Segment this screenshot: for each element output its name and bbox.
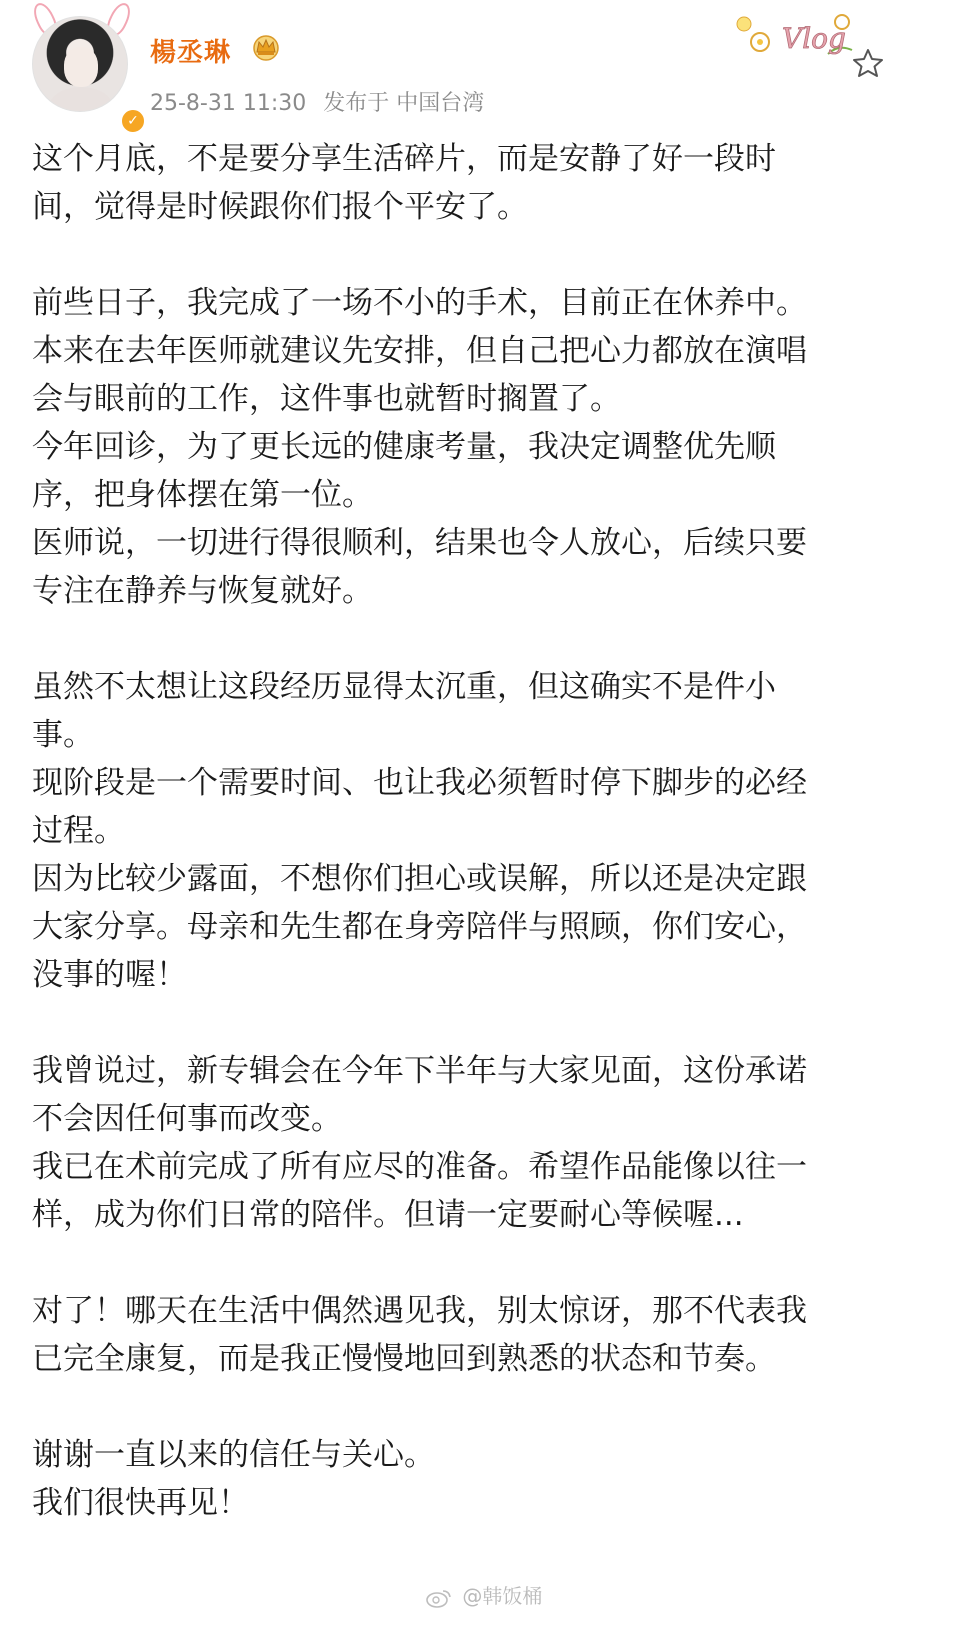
- post-text-line: 虽然不太想让这段经历显得太沉重，但这确实不是件小: [32, 669, 776, 705]
- post-text-line: 前些日子，我完成了一场不小的手术，目前正在休养中。: [32, 285, 807, 321]
- post-text-line: 这个月底，不是要分享生活碎片，而是安静了好一段时: [32, 141, 776, 177]
- post-text-line: 没事的喔！: [32, 957, 187, 993]
- vlog-sticker-text: Vlog: [782, 22, 846, 55]
- avatar[interactable]: [32, 16, 139, 129]
- post-text-line: 会与眼前的工作，这件事也就暂时搁置了。: [32, 381, 621, 417]
- post-paragraph: [32, 135, 932, 231]
- crown-icon[interactable]: [249, 32, 283, 62]
- post-meta: [150, 86, 494, 117]
- post-text-line: 本来在去年医师就建议先安排，但自己把心力都放在演唱: [32, 333, 807, 369]
- post-header: [0, 0, 960, 130]
- post-text-line: 序，把身体摆在第一位。: [32, 477, 373, 513]
- post-text-line: 今年回诊，为了更长远的健康考量，我决定调整优先顺: [32, 429, 776, 465]
- post-paragraph: [32, 1287, 932, 1383]
- verified-badge-icon: ✓: [120, 108, 146, 134]
- post-text-line: 我已在术前完成了所有应尽的准备。希望作品能像以往一: [32, 1149, 807, 1185]
- post-text-line: 专注在静养与恢复就好。: [32, 573, 373, 609]
- post-text-line: 大家分享。母亲和先生都在身旁陪伴与照顾，你们安心，: [32, 909, 807, 945]
- vlog-sticker: [730, 10, 860, 62]
- post-text-line: 我们很快再见！: [32, 1485, 249, 1521]
- post-text-line: 医师说，一切进行得很顺利，结果也令人放心，后续只要: [32, 525, 807, 561]
- post-text-line: 已完全康复，而是我正慢慢地回到熟悉的状态和节奏。: [32, 1341, 776, 1377]
- post-location: 发布于 中国台湾: [323, 91, 485, 116]
- post-paragraph: [32, 663, 932, 999]
- post-text-line: 现阶段是一个需要时间、也让我必须暂时停下脚步的必经: [32, 765, 807, 801]
- post-paragraph: [32, 1431, 932, 1527]
- username[interactable]: 楊丞琳: [150, 38, 232, 68]
- post-text-line: 间，觉得是时候跟你们报个平安了。: [32, 189, 528, 225]
- post-timestamp: 25-8-31 11:30: [150, 91, 307, 116]
- post-text-line: 事。: [32, 717, 94, 753]
- post-paragraph: [32, 279, 932, 615]
- post-text-line: 因为比较少露面，不想你们担心或误解，所以还是决定跟: [32, 861, 807, 897]
- watermark-text: @韩饭桶: [462, 1584, 543, 1608]
- post-paragraph: [32, 1047, 932, 1239]
- post-text-line: 样，成为你们日常的陪伴。但请一定要耐心等候喔...: [32, 1197, 744, 1233]
- post-text-line: 我曾说过，新专辑会在今年下半年与大家见面，这份承诺: [32, 1053, 807, 1089]
- post-text-line: 不会因任何事而改变。: [32, 1101, 342, 1137]
- favorite-star-icon[interactable]: [852, 48, 884, 78]
- post-text-line: 对了！哪天在生活中偶然遇见我，别太惊讶，那不代表我: [32, 1293, 807, 1329]
- watermark: [426, 1580, 542, 1609]
- weibo-logo-icon: [426, 1588, 452, 1608]
- post-text-line: 谢谢一直以来的信任与关心。: [32, 1437, 435, 1473]
- post-text-line: 过程。: [32, 813, 125, 849]
- post-body: [32, 135, 932, 1575]
